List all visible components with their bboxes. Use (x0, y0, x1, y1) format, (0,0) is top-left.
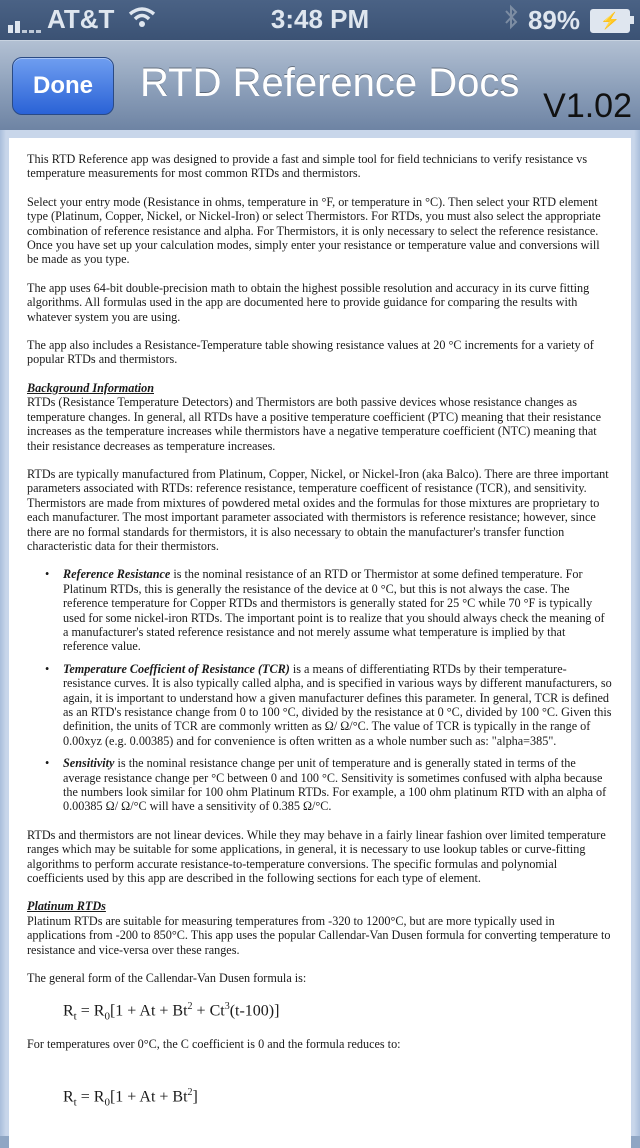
list-item (63, 567, 613, 653)
term-description: is the nominal resistance of an RTD or Thermistor at some defined temperature. For Platinum RTDs, this is generally the resistance of the device at 0 °C, but this is not always the case. The reference temperature for Copper RTDs and thermistors is generally stated for 25 °C while 70 °F is typically used for some nickel-iron RTDs. The important point is to realize that you should always check the meaning of a manufacturer's stated reference resistance and not merely assume what temperature is implied by that reference value. (63, 567, 605, 654)
background-heading: Background Information (27, 380, 154, 395)
reduced-formula: $R_t = R_0[1 + At + Bt^2]$ (63, 1086, 198, 1109)
clock: 3:48 PM (270, 4, 370, 34)
intro-paragraph-2: Select your entry mode (Resistance in ohms, temperature in °F, or temperature in °C). Then select your RTD element type (Platinum, Copper, Nickel, or Nickel-Iron) or select Thermistors. For RTDs, you must also select the appropriate combination of reference resistance and alpha. For Thermistors, it is only necessary to select the reference resistance. Once you have set up your calculation modes, simply enter your resistance or temperature value and conversions will be made as you type. (27, 194, 601, 267)
platinum-paragraph-2: The general form of the Callendar-Van Dusen formula is: (27, 971, 307, 986)
navigation-bar (0, 40, 640, 131)
version-label: V1.02 (543, 87, 632, 125)
background-paragraph-2: RTDs are typically manufactured from Platinum, Copper, Nickel, or Nickel-Iron (aka Balco). There are three important parameters associated with RTDs: reference resistance, temperature coefficent of resistance (TCR), and sensitivity. Thermistors are made from mixtures of powdered metal oxides and the formulas for those mixtures are proprietary to each manufacturer. The most important parameter associated with thermistors is reference resistance; however, since there are no formal standards for thermistors, it is also necessary to obtain the manufacturer's transfer function characteristic data for their thermistors. (27, 466, 609, 553)
term-description: is a means of differentiating RTDs by their temperature-resistance curves. It is also typically called alpha, and is specified in various ways by different manufacturers, so again, it is important to understand how a given manufacturer defines this parameter. In general, TCR is defined as an RTD's resistance change from 0 to 100 °C, divided by the resistance at 0 °C, divided by 100 °C. Given this definition, the units of TCR are commonly written as Ω/ Ω/°C. The value of TCR is typically in the range of 0.00xyz (e.g. 0.00385) and for convenience is often written as a whole number such as: "alpha=385". (63, 661, 612, 748)
document-viewer[interactable] (0, 130, 640, 1136)
term-tcr: Temperature Coefficient of Resistance (TCR) (63, 661, 290, 676)
intro-paragraph-4: The app also includes a Resistance-Temperature table showing resistance values at 20 °C increments for a variety of popular RTDs and thermistors. (27, 338, 594, 367)
battery-percent: 89% (527, 5, 580, 35)
term-description: is the nominal resistance change per unit of temperature and is generally stated in terms of the average resistance change per °C between 0 and 100 °C. Sensitivity is sometimes confused with alpha because the numbers look similar for 100 ohm Platinum RTDs. For example, a 100 ohm platinum RTD with an alpha of 0.00385 Ω/ Ω/°C will have a sensitivity of 0.385 Ω/°C. (63, 756, 607, 814)
status-bar (0, 0, 640, 40)
term-reference-resistance: Reference Resistance (63, 567, 171, 582)
battery-charging-icon: ⚡ (590, 9, 630, 33)
intro-paragraph-3: The app uses 64-bit double-precision math to obtain the highest possible resolution and accuracy in its curve fitting algorithms. All formulas used in the app are documented here to provide guidance for comparing the results with whatever system you are using. (27, 280, 590, 324)
list-item (63, 756, 613, 814)
platinum-heading: Platinum RTDs (27, 899, 106, 914)
platinum-paragraph-1: Platinum RTDs are suitable for measuring temperatures from -320 to 1200°C, but are more typically used in applications from -200 to 850°C. This app uses the popular Callendar-Van Dusen formula for converting temperature to resistance and vice-versa over these ranges. (27, 913, 611, 957)
document-content (9, 138, 631, 1110)
platinum-paragraph-3: For temperatures over 0°C, the C coefficient is 0 and the formula reduces to: (27, 1037, 401, 1052)
page-title: RTD Reference Docs (140, 61, 520, 105)
status-right (504, 4, 630, 37)
term-sensitivity: Sensitivity (63, 756, 115, 771)
nonlinear-paragraph: RTDs and thermistors are not linear devices. While they may behave in a fairly linear fashion over limited temperature ranges which may be suitable for some applications, in general, it is necessary to use lookup tables or curve-fitting algorithms to perform accurate resistance-to-temperature conversions. The specific formulas and polynomial coefficients used by this app are described in the following sections for each type of element. (27, 827, 606, 886)
list-item (63, 662, 613, 748)
bluetooth-icon (504, 4, 518, 37)
carrier-label: AT&T (47, 4, 115, 34)
intro-paragraph-1: This RTD Reference app was designed to provide a fast and simple tool for field technicians to verify resistance vs temperature measurements for most common RTDs and thermistors. (27, 152, 588, 181)
background-paragraph-1: RTDs (Resistance Temperature Detectors) and Thermistors are both passive devices whose resistance changes as temperature changes. In general, all RTDs have a positive temperature coefficient (PTC) meaning that their resistance increases as the temperature increases while thermistors have a negative temperature coefficient (NTC) meaning that their resistance decreases as temperature increases. (27, 395, 601, 453)
callendar-van-dusen-formula: $R_t = R_0[1 + At + Bt^2 + Ct^3(t-100)]$ (63, 1000, 280, 1023)
done-button[interactable]: Done (12, 57, 114, 115)
document-page[interactable] (9, 138, 631, 1148)
parameter-list (27, 567, 613, 814)
